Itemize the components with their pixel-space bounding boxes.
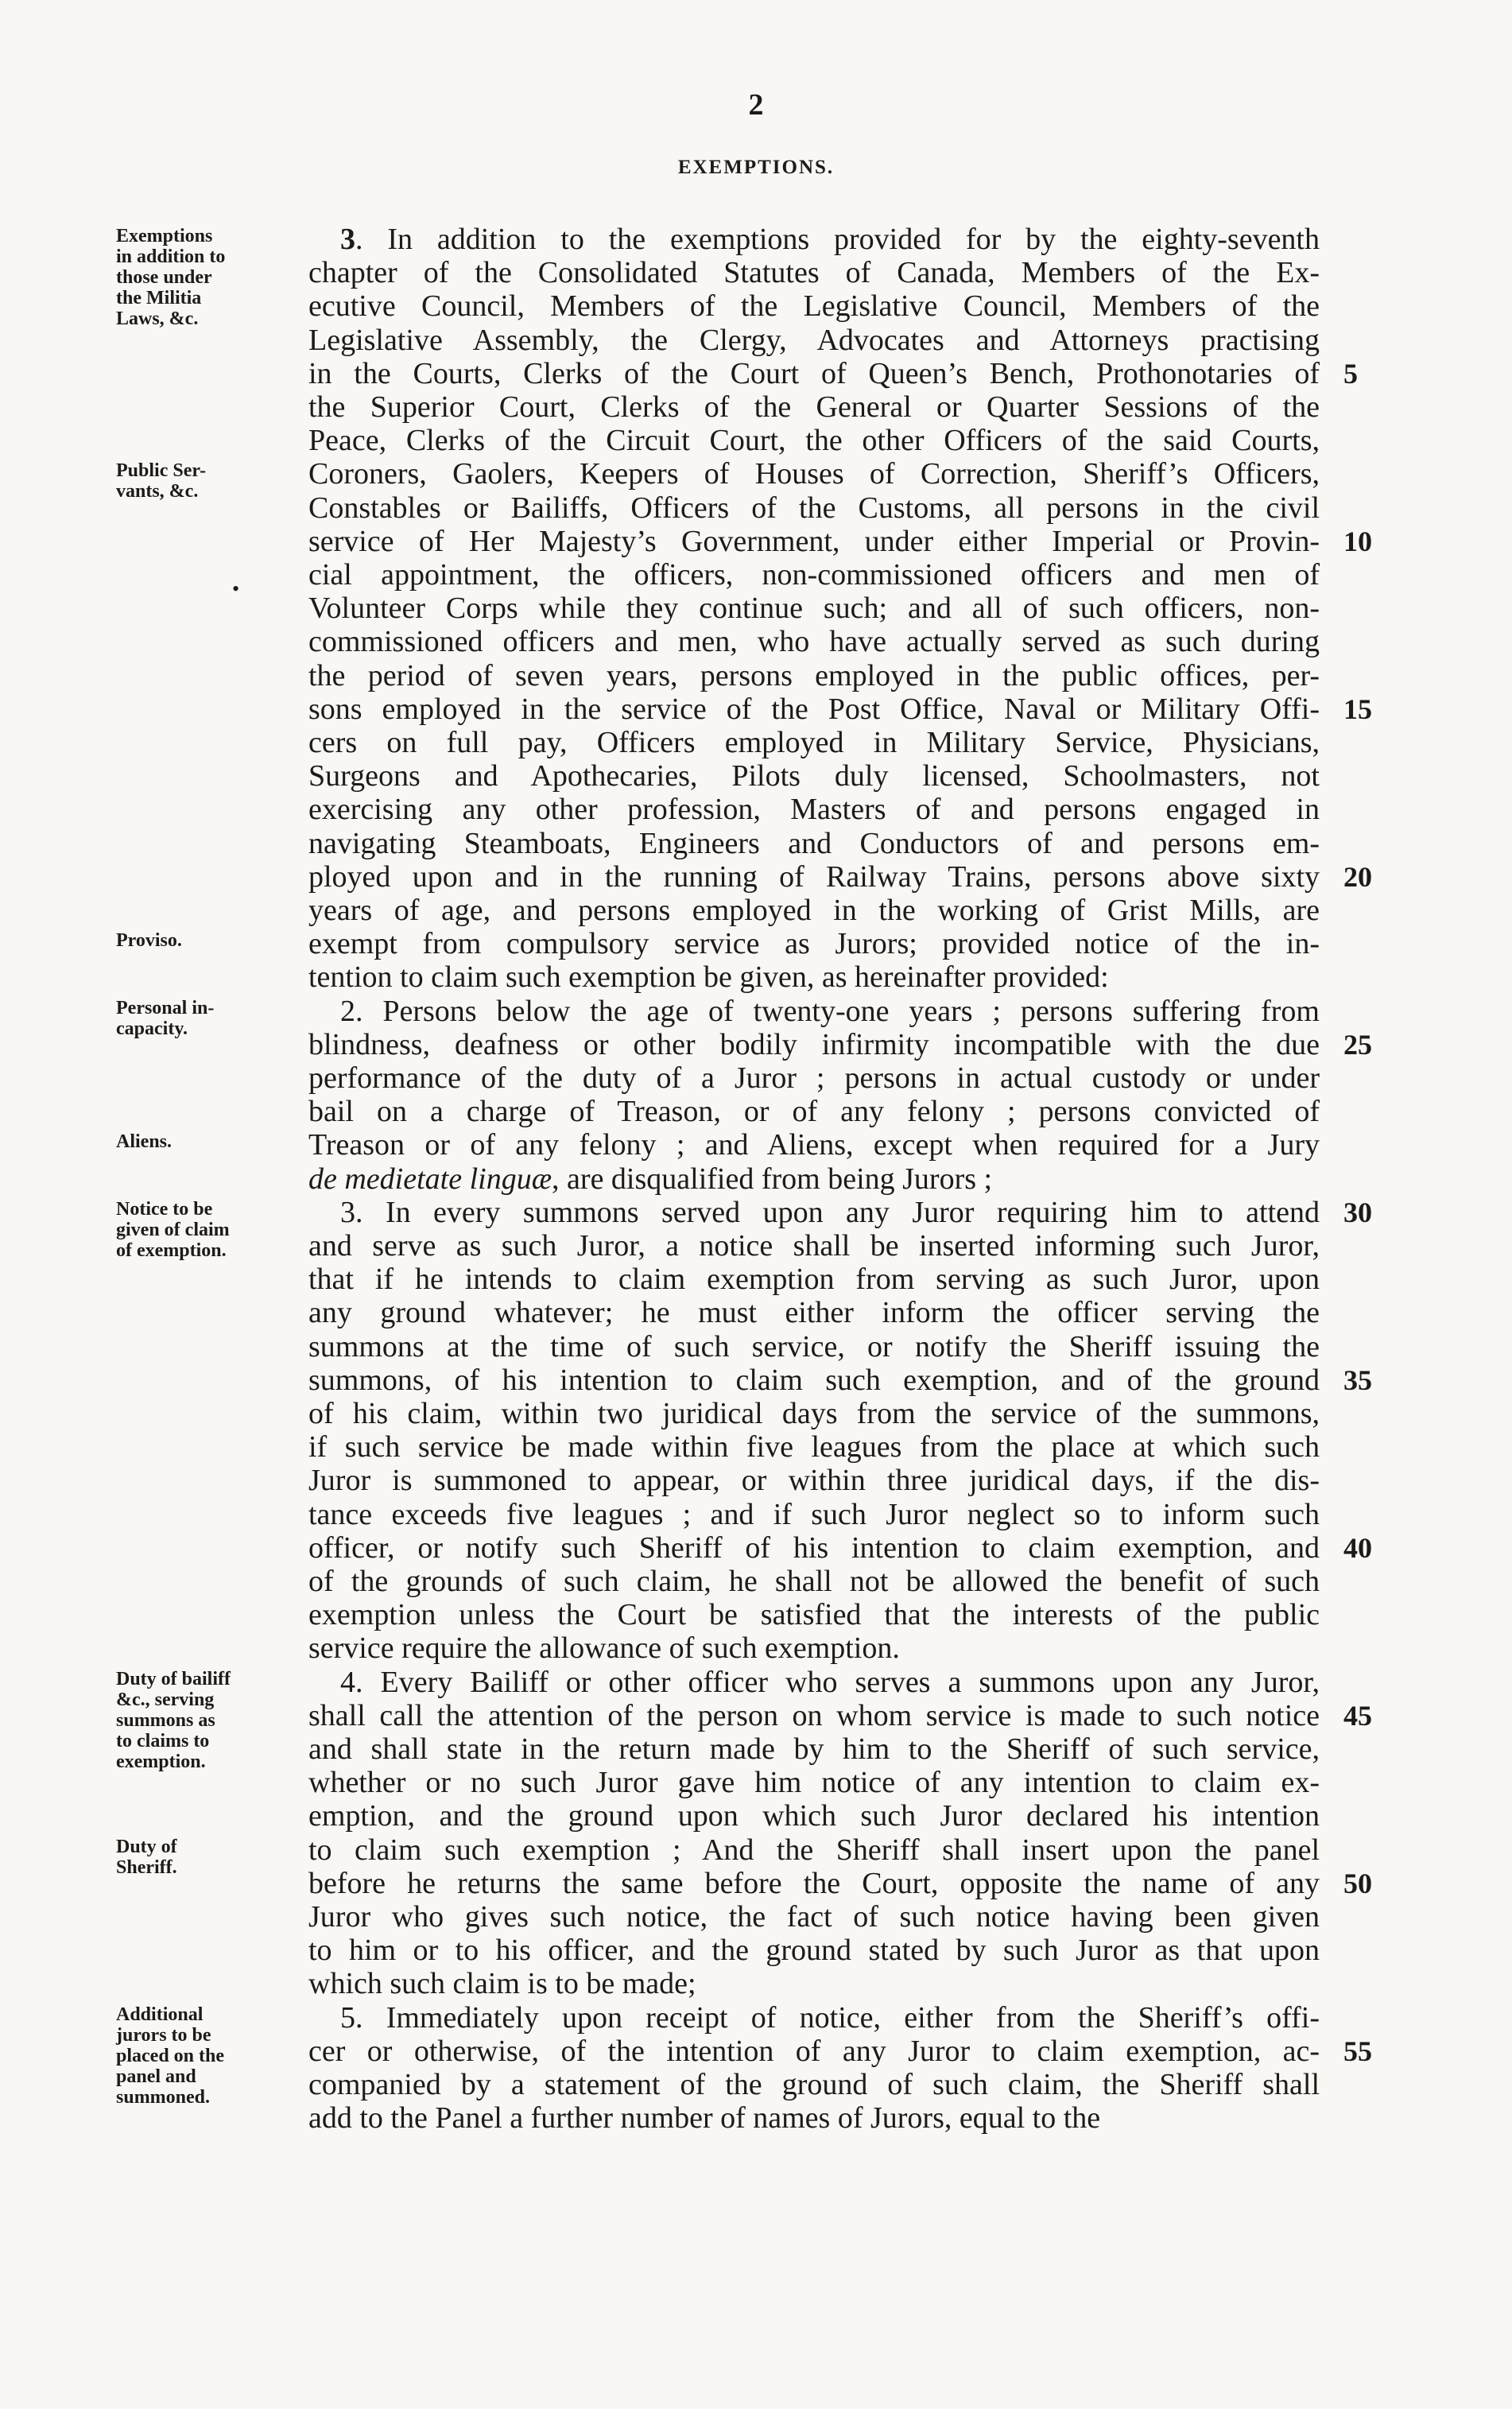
marginal-note-line: capacity. [116, 1018, 188, 1039]
line-text: any ground whatever; he must either inform the officer serving the [308, 1296, 1320, 1330]
body-line [308, 1263, 1320, 1296]
marginal-note-line: summons as [116, 1709, 215, 1731]
body-line [308, 960, 1320, 994]
line-number: 20 [1343, 860, 1372, 893]
line-text: and shall state in the return made by him to the Sheriff of such service, [308, 1732, 1320, 1766]
line-text: whether or no such Juror gave him notice of any intention to claim ex- [308, 1766, 1320, 1800]
line-text: Peace, Clerks of the Circuit Court, the other Officers of the said Courts, [308, 424, 1320, 458]
line-text: performance of the duty of a Juror ; persons in actual custody or under [308, 1061, 1320, 1095]
body-line [340, 1666, 1320, 1699]
marginal-note-line: Duty of [116, 1836, 177, 1857]
body-line [308, 324, 1320, 357]
line-number: 10 [1343, 525, 1372, 557]
marginal-note-line: placed on the [116, 2045, 225, 2066]
line-text: service of Her Majesty’s Government, under either Imperial or Provin- [308, 524, 1320, 558]
body-line [308, 692, 1320, 726]
marginal-note-line: Laws, &c. [116, 308, 199, 329]
line-text: blindness, deafness or other bodily infirmity incompatible with the due [308, 1027, 1320, 1061]
line-text: , are disqualified from being Jurors ; [552, 1162, 993, 1196]
line-text: tention to claim such exemption be given, as hereinafter provided: [308, 960, 1109, 995]
marginal-note-line: panel and [116, 2066, 196, 2087]
body-line [308, 1631, 1320, 1665]
line-text: emption, and the ground upon which such Juror declared his intention [308, 1799, 1320, 1833]
line-text: service require the allowance of such exemption. [308, 1631, 900, 1666]
body-line [308, 759, 1320, 793]
line-text: 5. Immediately upon receipt of notice, either from the Sheriff’s offi- [340, 2000, 1320, 2035]
body-line [308, 525, 1320, 558]
line-text: summons at the time of such service, or notify the Sheriff issuing the [308, 1329, 1320, 1364]
body-line [308, 1799, 1320, 1833]
body-line [308, 1364, 1320, 1397]
line-text: sons employed in the service of the Post Office, Naval or Military Offi- [308, 692, 1320, 726]
running-head: EXEMPTIONS. [677, 157, 835, 178]
marginal-note-line: given of claim [116, 1219, 230, 1240]
body-line [308, 1162, 1320, 1196]
line-text: cer or otherwise, of the intention of any Juror to claim exemption, ac- [308, 2034, 1320, 2068]
body-line [308, 894, 1320, 927]
line-text: to him or to his officer, and the ground stated by such Juror as that upon [308, 1934, 1320, 1968]
body-line [308, 1766, 1320, 1799]
line-text: cial appointment, the officers, non-commissioned officers and men of [308, 558, 1320, 592]
body-line [308, 592, 1320, 625]
body-line [308, 558, 1320, 592]
line-text: before he returns the same before the Court, opposite the name of any [308, 1866, 1320, 1900]
body-line [308, 2101, 1320, 2135]
line-text: . In addition to the exemptions provided for by the eighty-seventh [355, 223, 1320, 256]
line-text: Juror who gives such notice, the fact of such notice having been given [308, 1900, 1320, 1934]
body-line [308, 659, 1320, 692]
body-line [340, 995, 1320, 1028]
line-text: to claim such exemption ; And the Sheriff shall insert upon the panel [308, 1833, 1320, 1867]
line-number: 30 [1343, 1196, 1372, 1228]
body-line [308, 2068, 1320, 2101]
line-text: the period of seven years, persons employed in the public offices, per- [308, 658, 1320, 692]
line-text: of the grounds of such claim, he shall not be allowed the benefit of such [308, 1565, 1320, 1598]
marginal-note-line: in addition to [116, 246, 226, 267]
body-line [308, 860, 1320, 894]
body-line [308, 357, 1320, 390]
line-text: commissioned officers and men, who have actually served as such during [308, 625, 1320, 659]
body-line [308, 1565, 1320, 1598]
marginal-note-line: to claims to [116, 1730, 210, 1751]
line-text: shall call the attention of the person on whom service is made to such notice [308, 1698, 1320, 1732]
body-line [308, 289, 1320, 323]
body-line [308, 1397, 1320, 1430]
marginal-note-line: the Militia [116, 288, 202, 308]
line-number: 15 [1343, 692, 1372, 725]
body-line [308, 1732, 1320, 1766]
body-line [308, 1967, 1320, 2000]
body-line [308, 1028, 1320, 1061]
body-line [340, 1196, 1320, 1229]
line-text: which such claim is to be made; [308, 1967, 696, 2001]
marginal-note-line: Notice to be [116, 1198, 213, 1220]
body-line [308, 256, 1320, 289]
line-text: Constables or Bailiffs, Officers of the Customs, all persons in the civil [308, 491, 1320, 525]
body-line [340, 2001, 1320, 2035]
marginal-note-line: those under [116, 267, 212, 288]
line-text: exercising any other profession, Masters of and persons engaged in [308, 793, 1320, 827]
body-line [308, 1934, 1320, 1967]
body-line [308, 1498, 1320, 1531]
line-text: exempt from compulsory service as Jurors; provided notice of the in- [308, 927, 1320, 961]
page-number: 2 [748, 88, 764, 122]
marginal-note-line: vants, &c. [116, 481, 199, 502]
body-line [308, 1867, 1320, 1900]
line-text: Legislative Assembly, the Clergy, Advocates and Attorneys practising [308, 323, 1320, 357]
line-text: companied by a statement of the ground of such claim, the Sheriff shall [308, 2068, 1320, 2101]
line-text: Juror is summoned to appear, or within three juridical days, if the dis- [308, 1464, 1320, 1498]
line-text: chapter of the Consolidated Statutes of Canada, Members of the Ex- [308, 256, 1320, 290]
body-line [340, 223, 1320, 256]
marginal-note [116, 2004, 304, 2108]
body-line [308, 625, 1320, 658]
body-line [308, 457, 1320, 491]
marginal-note [116, 998, 304, 1039]
line-text: cers on full pay, Officers employed in Military Service, Physicians, [308, 726, 1320, 759]
line-text: Surgeons and Apothecaries, Pilots duly licensed, Schoolmasters, not [308, 759, 1320, 793]
line-text: add to the Panel a further number of names of Jurors, equal to the [308, 2101, 1101, 2136]
line-text: 4. Every Bailiff or other officer who serves a summons upon any Juror, [340, 1665, 1320, 1699]
marginal-note [116, 930, 304, 951]
line-text: officer, or notify such Sheriff of his intention to claim exemption, and [308, 1530, 1320, 1565]
line-text: in the Courts, Clerks of the Court of Queen’s Bench, Prothonotaries of [308, 356, 1320, 390]
line-text: Volunteer Corps while they continue such; and all of such officers, non- [308, 592, 1320, 626]
line-text: that if he intends to claim exemption from serving as such Juror, upon [308, 1263, 1320, 1297]
marginal-note [116, 226, 304, 329]
marginal-note [116, 460, 304, 502]
marginal-note-line: Sheriff. [116, 1856, 177, 1878]
body-line [308, 1430, 1320, 1464]
body-line [308, 1061, 1320, 1095]
body-line [308, 491, 1320, 525]
line-text: tance exceeds five leagues ; and if such Juror neglect so to inform such [308, 1497, 1320, 1531]
line-text: the Superior Court, Clerks of the General or Quarter Sessions of the [308, 390, 1320, 424]
marginal-note-line: of exemption. [116, 1239, 227, 1261]
italic-phrase: de medietate linguæ [308, 1162, 552, 1196]
body-line [308, 927, 1320, 960]
body-line [308, 793, 1320, 826]
line-number: 55 [1343, 2035, 1372, 2067]
body-line [308, 726, 1320, 759]
marginal-note-line: Additional [116, 2004, 204, 2025]
line-text: of his claim, within two juridical days from the service of the summons, [308, 1397, 1320, 1430]
body-line [308, 1296, 1320, 1329]
line-number: 5 [1343, 357, 1358, 390]
line-text: and serve as such Juror, a notice shall be inserted informing such Juror, [308, 1229, 1320, 1263]
marginal-note [116, 1837, 304, 1878]
line-text: 2. Persons below the age of twenty-one years ; persons suffering from [340, 994, 1320, 1028]
line-text: years of age, and persons employed in the working of Grist Mills, are [308, 894, 1320, 927]
line-text: ecutive Council, Members of the Legislative Council, Members of the [308, 289, 1320, 324]
body-line [308, 1531, 1320, 1565]
line-text: bail on a charge of Treason, or of any felony ; persons convicted of [308, 1095, 1320, 1129]
marginal-note [116, 1199, 304, 1261]
marginal-note-line: Public Ser- [116, 460, 207, 482]
body-line [308, 1699, 1320, 1732]
marginal-note-line: Duty of bailiff [116, 1668, 231, 1689]
body-line [308, 1128, 1320, 1162]
body-line [308, 827, 1320, 860]
body-line [308, 1833, 1320, 1867]
body-line [308, 1598, 1320, 1631]
marginal-note-line: Personal in- [116, 997, 215, 1018]
marginal-note [116, 1669, 304, 1772]
body-line [308, 424, 1320, 457]
line-text: summons, of his intention to claim such exemption, and of the ground [308, 1363, 1320, 1397]
marginal-note-line: jurors to be [116, 2024, 211, 2046]
marginal-note-line: Exemptions [116, 226, 213, 246]
body-line [308, 390, 1320, 424]
body-line [308, 1900, 1320, 1934]
body-line [308, 1464, 1320, 1497]
line-text: if such service be made within five leagues from the place at which such [308, 1430, 1320, 1464]
line-number: 25 [1343, 1028, 1372, 1061]
body-line [308, 2035, 1320, 2068]
marginal-note-line: Proviso. [116, 930, 182, 952]
body-line [308, 1095, 1320, 1128]
marginal-note-line: exemption. [116, 1751, 206, 1772]
line-text: ployed upon and in the running of Railway Trains, persons above sixty [308, 859, 1320, 894]
marginal-note-line: summoned. [116, 2086, 211, 2108]
print-speck: • [232, 577, 240, 600]
marginal-note-line: Aliens. [116, 1131, 173, 1153]
line-text: exemption unless the Court be satisfied that the interests of the public [308, 1598, 1320, 1632]
marginal-note-line: &c., serving [116, 1689, 215, 1710]
line-text: 3. In every summons served upon any Juror requiring him to attend [340, 1195, 1320, 1229]
line-text: Treason or of any felony ; and Aliens, except when required for a Jury [308, 1128, 1320, 1162]
body-line [308, 1229, 1320, 1263]
marginal-note [116, 1131, 304, 1152]
line-number: 45 [1343, 1699, 1372, 1732]
line-text: navigating Steamboats, Engineers and Conductors of and persons em- [308, 826, 1320, 860]
section-number: 3 [340, 223, 355, 256]
line-number: 50 [1343, 1867, 1372, 1899]
body-line [308, 1330, 1320, 1364]
line-text: Coroners, Gaolers, Keepers of Houses of Correction, Sheriff’s Officers, [308, 457, 1320, 491]
line-number: 40 [1343, 1531, 1372, 1564]
line-number: 35 [1343, 1364, 1372, 1396]
